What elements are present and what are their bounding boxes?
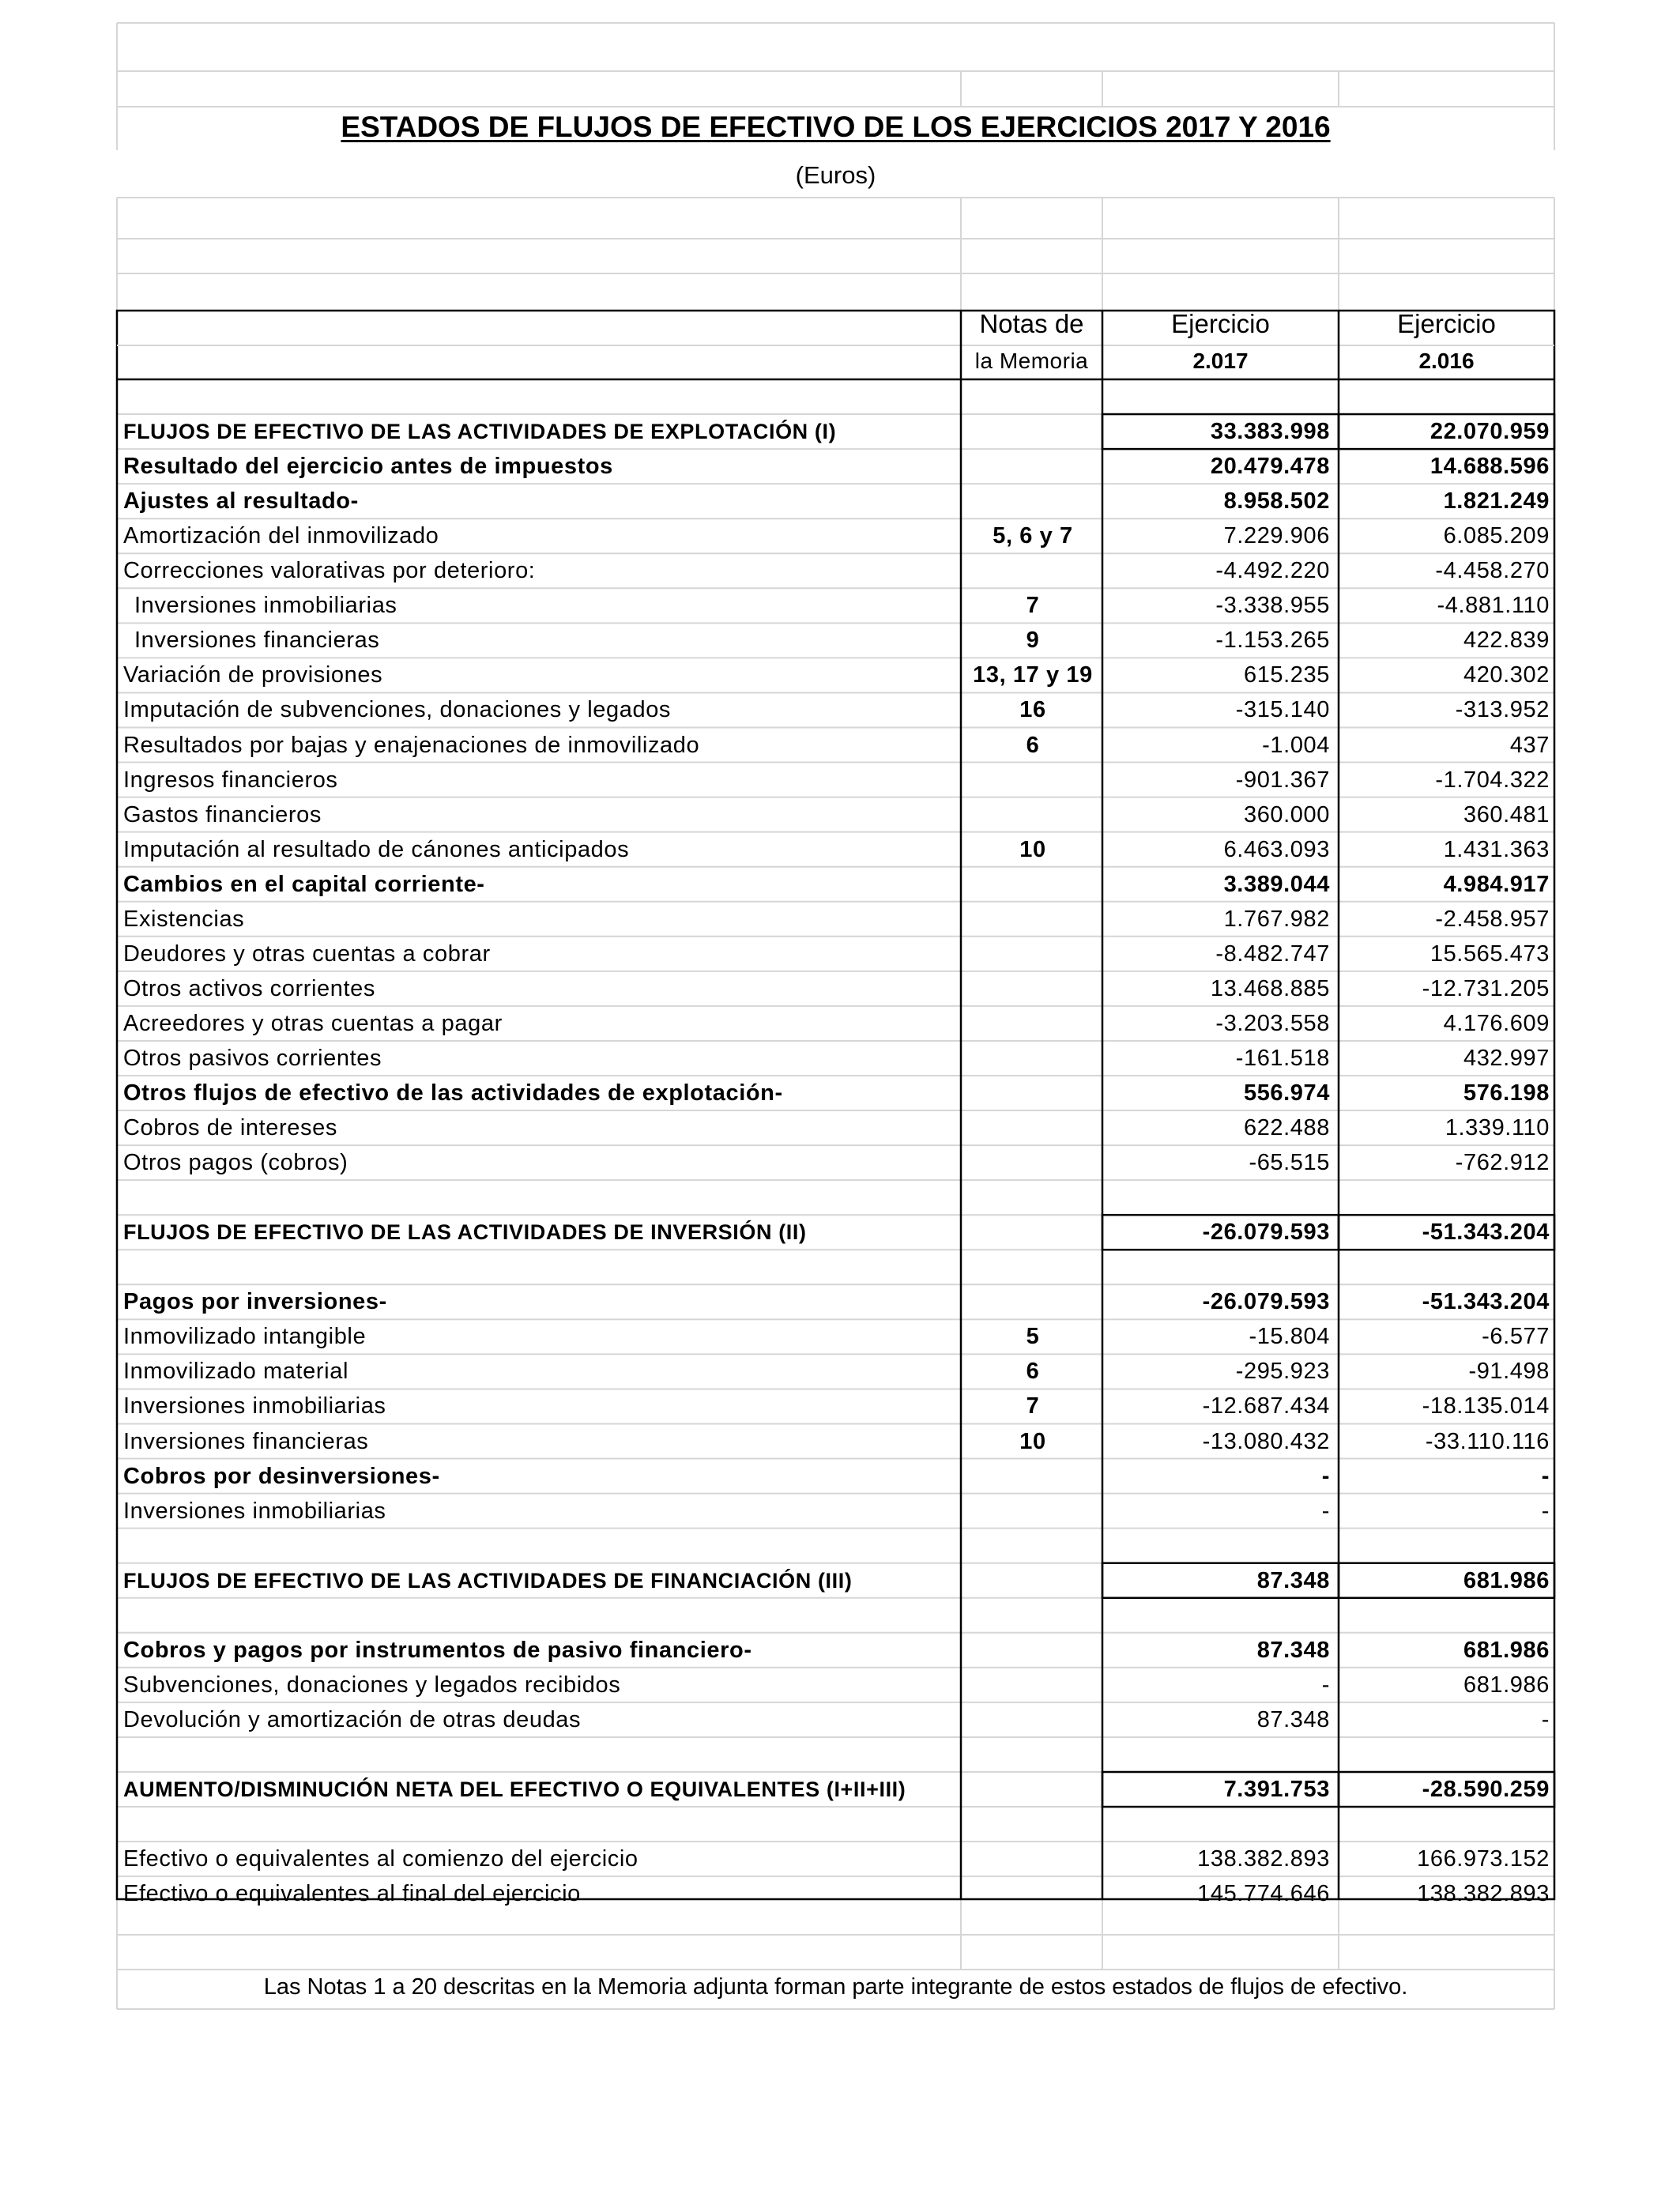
row-label: Devolución y amortización de otras deudas [123,1706,582,1732]
table-row [117,728,1554,763]
row-label: Efectivo o equivalentes al final del ejercicio [123,1881,581,1907]
row-label: Otros pasivos corrientes [123,1045,382,1071]
row-label: Ajustes al resultado- [123,488,359,515]
row-note-ref [962,1876,1104,1911]
row-value-2017: 13.468.885 [1210,975,1330,1001]
table-row [117,692,1554,727]
row-value-2016 [1339,1250,1550,1284]
row-value-2017: -3.203.558 [1215,1010,1330,1036]
row-label: Inversiones financieras [134,628,380,654]
row-value-2016: 437 [1509,732,1550,758]
row-value-2016 [1339,379,1550,414]
table-row [117,937,1554,971]
row-label: Cobros de intereses [123,1115,337,1141]
row-value-2017: -26.079.593 [1202,1289,1330,1315]
row-value-2016: 432.997 [1463,1045,1550,1071]
row-label: Deudores y otras cuentas a cobrar [123,941,491,967]
row-value-2016: 360.481 [1463,801,1550,827]
row-note-ref: 6 [1026,1359,1040,1385]
row-note-ref: 10 [1019,1428,1046,1454]
row-note-ref [962,902,1104,937]
table-row [117,1389,1554,1423]
row-value-2017: -295.923 [1235,1359,1330,1385]
row-note-ref [962,1076,1104,1110]
row-value-2016: 681.986 [1463,1672,1550,1698]
row-label: Cobros por desinversiones- [123,1463,440,1489]
row-value-2017: 20.479.478 [1210,454,1330,480]
row-value-2016: 138.382.893 [1417,1881,1550,1907]
row-label: Efectivo o equivalentes al comienzo del ejercicio [123,1846,638,1872]
row-value-2016: 420.302 [1463,662,1550,688]
row-value-2016 [1339,1180,1550,1215]
row-label: Variación de provisiones [123,662,383,688]
row-note-ref [962,1284,1104,1319]
row-note-ref [962,1807,1104,1842]
row-value-2016: 1.339.110 [1445,1115,1550,1141]
row-label: Resultado del ejercicio antes de impuestos [123,454,613,480]
row-label: Correcciones valorativas por deterioro: [123,558,536,584]
table-row [117,623,1554,658]
table-header [0,0,1680,379]
row-note-ref [962,553,1104,588]
table-row [117,1598,1554,1633]
row-value-2017: 7.391.753 [1223,1777,1330,1802]
col-2017-header-line1: Ejercicio [1171,309,1270,338]
row-value-2017: -3.338.955 [1215,593,1330,619]
row-value-2017: 556.974 [1243,1080,1330,1106]
row-value-2017: 3.389.044 [1223,871,1330,897]
row-note-ref [962,1842,1104,1876]
row-note-ref [962,1006,1104,1041]
row-note-ref [962,379,1104,414]
table-row [117,867,1554,902]
row-value-2017: 360.000 [1243,801,1330,827]
table-row [117,1076,1554,1110]
table-row [117,832,1554,867]
table-row [117,763,1554,797]
row-label: FLUJOS DE EFECTIVO DE LAS ACTIVIDADES DE FINANCIACIÓN (III) [123,1568,853,1593]
row-note-ref [962,449,1104,484]
document-subtitle: (Euros) [795,161,876,189]
table-row [117,518,1554,553]
row-value-2016: - [1541,1498,1550,1524]
table-row [117,1424,1554,1459]
row-value-2016: 22.070.959 [1430,419,1550,445]
row-note-ref: 16 [1019,697,1046,723]
table-row [117,1319,1554,1354]
row-value-2017 [1104,1807,1330,1842]
row-label: Pagos por inversiones- [123,1289,387,1315]
row-value-2017: -161.518 [1235,1045,1330,1071]
table-row [117,414,1554,449]
table-row [117,1563,1554,1598]
table-row [117,658,1554,692]
table-row [117,1459,1554,1494]
row-value-2016: 4.984.917 [1443,871,1550,897]
table-row [117,1702,1554,1737]
row-label: Otros activos corrientes [123,975,375,1001]
row-value-2017: -4.492.220 [1215,558,1330,584]
row-value-2017: -12.687.434 [1202,1393,1330,1419]
table-row [117,1737,1554,1772]
row-note-ref: 6 [1026,732,1040,758]
row-value-2016 [1339,1598,1550,1633]
row-note-ref [962,1494,1104,1529]
row-value-2016 [1339,1807,1550,1842]
row-value-2017: -65.515 [1249,1150,1330,1176]
row-label: Inversiones inmobiliarias [123,1498,386,1524]
row-note-ref [962,1633,1104,1668]
row-value-2017: 6.463.093 [1223,836,1330,862]
row-label: Inmovilizado material [123,1359,348,1385]
row-note-ref [962,484,1104,518]
row-value-2016: - [1541,1463,1550,1489]
col-2016-header-line2: 2.016 [1418,349,1475,373]
row-value-2016: 1.821.249 [1443,488,1550,515]
row-note-ref [962,763,1104,797]
row-value-2017: -1.004 [1262,732,1330,758]
row-value-2016 [1339,1529,1550,1563]
col-2017-header-line2: 2.017 [1192,349,1249,373]
row-value-2017 [1104,1250,1330,1284]
row-value-2017: -1.153.265 [1215,628,1330,654]
row-note-ref [962,1529,1104,1563]
row-value-2017 [1104,1737,1330,1772]
row-note-ref [962,1459,1104,1494]
row-note-ref: 7 [1026,1393,1040,1419]
row-label: Inmovilizado intangible [123,1324,367,1350]
row-value-2017: 7.229.906 [1223,523,1330,549]
row-value-2017: 8.958.502 [1223,488,1330,515]
row-label: Resultados por bajas y enajenaciones de inmovilizado [123,732,700,758]
row-value-2017: -901.367 [1235,767,1330,793]
row-label: Otros flujos de efectivo de las actividades de explotación- [123,1080,783,1106]
row-value-2016: 681.986 [1463,1637,1550,1663]
table-row [117,971,1554,1006]
row-value-2016: 422.839 [1463,628,1550,654]
table-row [117,1668,1554,1702]
row-value-2017: -26.079.593 [1202,1220,1330,1246]
table-row [117,1807,1554,1842]
table-row [117,1006,1554,1041]
notes-header-line1: Notas de [979,309,1084,338]
row-label: Inversiones inmobiliarias [123,1393,386,1419]
row-note-ref [962,1215,1104,1250]
row-value-2017: - [1321,1672,1330,1698]
row-value-2016: -1.704.322 [1435,767,1550,793]
table-row [117,1876,1554,1911]
row-value-2016: 4.176.609 [1443,1010,1550,1036]
row-note-ref: 9 [1026,628,1040,654]
row-label: Imputación al resultado de cánones anticipados [123,836,630,862]
row-value-2016: 15.565.473 [1430,941,1550,967]
table-row [117,1354,1554,1389]
row-value-2016: -313.952 [1455,697,1550,723]
row-label: Ingresos financieros [123,767,338,793]
table-row [117,1215,1554,1250]
row-value-2016: - [1541,1706,1550,1732]
row-note-ref [962,1563,1104,1598]
table-row [117,588,1554,623]
row-value-2017 [1104,1529,1330,1563]
row-value-2017: 87.348 [1256,1567,1330,1593]
row-note-ref [962,937,1104,971]
row-note-ref: 5, 6 y 7 [993,523,1073,549]
table-row [117,797,1554,832]
row-note-ref: 10 [1019,836,1046,862]
row-value-2017: -13.080.432 [1202,1428,1330,1454]
row-value-2016: -33.110.116 [1425,1428,1550,1454]
col-2016-header-line1: Ejercicio [1397,309,1496,338]
table-row [117,1145,1554,1180]
row-note-ref [962,971,1104,1006]
row-value-2017: 615.235 [1243,662,1330,688]
table-row [117,1494,1554,1529]
row-value-2017: - [1321,1498,1330,1524]
row-value-2017 [1104,1180,1330,1215]
row-value-2016: -12.731.205 [1422,975,1550,1001]
row-value-2017: - [1321,1463,1330,1489]
row-label: Gastos financieros [123,801,322,827]
row-label: Acreedores y otras cuentas a pagar [123,1010,503,1036]
row-value-2016: 1.431.363 [1443,836,1550,862]
row-value-2016: -51.343.204 [1422,1220,1550,1246]
table-row [117,449,1554,484]
row-value-2017: 87.348 [1256,1637,1330,1663]
row-note-ref: 13, 17 y 19 [973,662,1093,688]
row-label: FLUJOS DE EFECTIVO DE LAS ACTIVIDADES DE INVERSIÓN (II) [123,1220,807,1245]
row-label: FLUJOS DE EFECTIVO DE LAS ACTIVIDADES DE EXPLOTACIÓN (I) [123,420,837,444]
table-row [117,1772,1554,1807]
row-value-2016: -762.912 [1455,1150,1550,1176]
row-note-ref [962,414,1104,449]
table-row [117,1250,1554,1284]
document-title: ESTADOS DE FLUJOS DE EFECTIVO DE LOS EJERCICIOS 2017 Y 2016 [341,111,1331,143]
row-value-2017: -15.804 [1249,1324,1330,1350]
row-value-2016: -18.135.014 [1422,1393,1550,1419]
row-value-2017: 145.774.646 [1197,1881,1330,1907]
row-value-2016: -28.590.259 [1422,1777,1550,1802]
row-note-ref [962,1110,1104,1145]
row-label: Imputación de subvenciones, donaciones y legados [123,697,672,723]
row-note-ref [962,867,1104,902]
row-note-ref [962,1250,1104,1284]
row-value-2017 [1104,1598,1330,1633]
table-row [117,1284,1554,1319]
row-note-ref [962,1145,1104,1180]
row-value-2017: -315.140 [1235,697,1330,723]
row-label: Inversiones inmobiliarias [134,593,397,619]
row-note-ref [962,797,1104,832]
row-value-2016 [1339,1737,1550,1772]
row-note-ref: 5 [1026,1324,1040,1350]
row-value-2017: 33.383.998 [1210,419,1330,445]
row-note-ref [962,1041,1104,1076]
row-label: Amortización del inmovilizado [123,523,439,549]
row-value-2016: 576.198 [1463,1080,1550,1106]
table-row [117,484,1554,518]
row-value-2016: 6.085.209 [1443,523,1550,549]
table-row [117,1110,1554,1145]
footer-note: Las Notas 1 a 20 descritas en la Memoria adjunta forman parte integrante de estos estados de flujos de efectivo. [263,1974,1408,2000]
table-row [117,553,1554,588]
row-value-2016: -91.498 [1468,1359,1550,1385]
row-label: Cobros y pagos por instrumentos de pasivo financiero- [123,1637,752,1663]
row-value-2016: -4.458.270 [1435,558,1550,584]
row-value-2017 [1104,379,1330,414]
row-note-ref [962,1598,1104,1633]
table-row [117,1529,1554,1563]
table-row [117,902,1554,937]
table-row [117,1041,1554,1076]
table-row [117,1633,1554,1668]
row-value-2016: -2.458.957 [1435,906,1550,932]
row-note-ref [962,1668,1104,1702]
row-value-2016: -6.577 [1482,1324,1550,1350]
row-label: AUMENTO/DISMINUCIÓN NETA DEL EFECTIVO O EQUIVALENTES (I+II+III) [123,1777,906,1801]
row-label: Inversiones financieras [123,1428,369,1454]
row-value-2016: 166.973.152 [1417,1846,1550,1872]
row-note-ref [962,1772,1104,1807]
row-value-2016: 681.986 [1463,1567,1550,1593]
notes-header-line2: la Memoria [974,349,1089,373]
row-value-2017: 1.767.982 [1223,906,1330,932]
row-value-2017: 87.348 [1256,1706,1330,1732]
row-value-2016: -51.343.204 [1422,1289,1550,1315]
row-value-2017: 138.382.893 [1197,1846,1330,1872]
table-row [117,1180,1554,1215]
row-value-2017: -8.482.747 [1215,941,1330,967]
row-note-ref [962,1737,1104,1772]
row-note-ref [962,1702,1104,1737]
row-value-2016: -4.881.110 [1437,593,1550,619]
row-note-ref [962,1180,1104,1215]
row-note-ref: 7 [1026,593,1040,619]
row-label: Otros pagos (cobros) [123,1150,348,1176]
row-value-2016: 14.688.596 [1430,454,1550,480]
row-label: Existencias [123,906,245,932]
table-row [117,1842,1554,1876]
row-label: Subvenciones, donaciones y legados recibidos [123,1672,621,1698]
table-row [117,379,1554,414]
row-value-2017: 622.488 [1243,1115,1330,1141]
row-label: Cambios en el capital corriente- [123,871,485,897]
